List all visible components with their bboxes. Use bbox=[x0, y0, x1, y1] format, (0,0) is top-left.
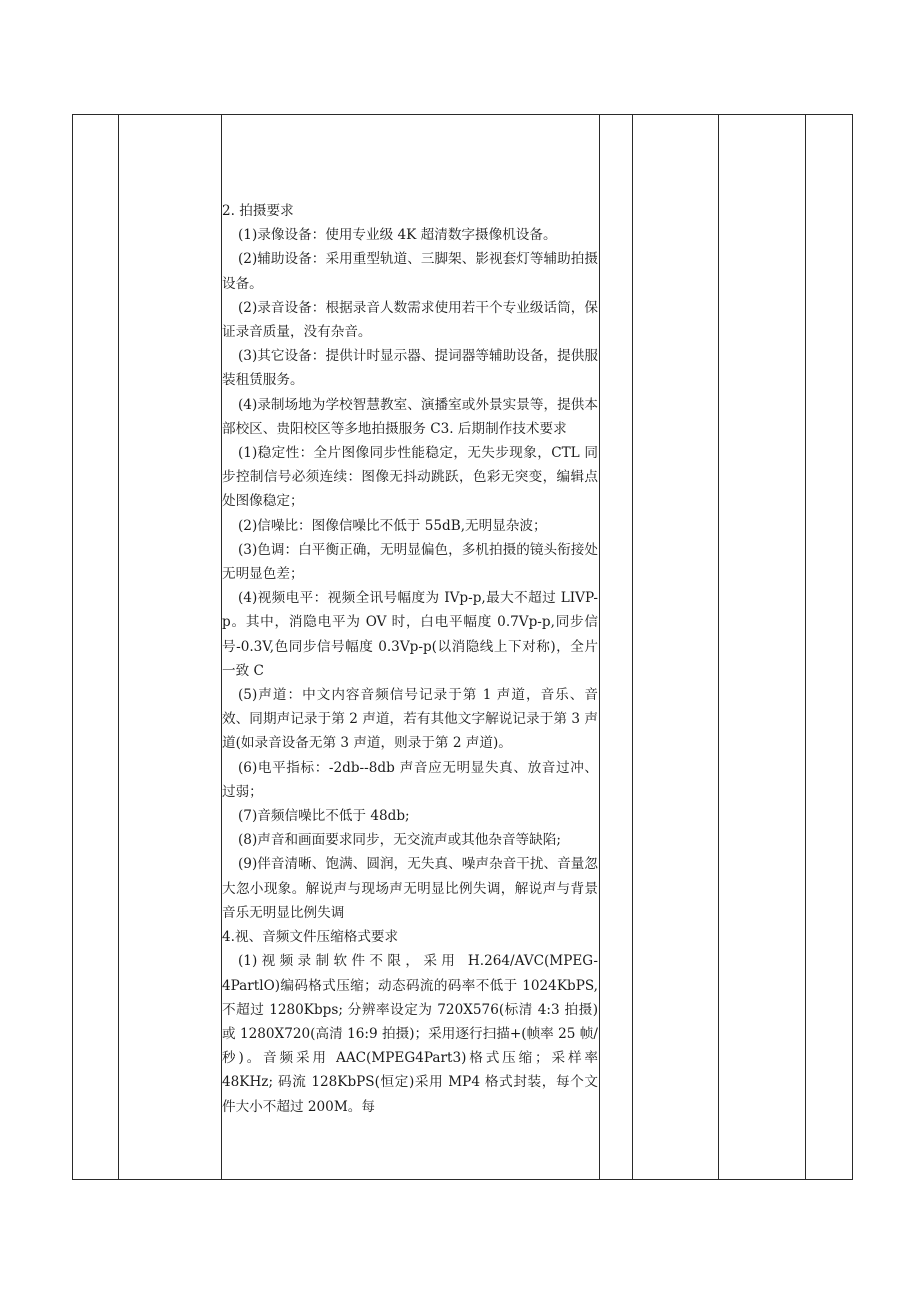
table-row bbox=[73, 115, 853, 1180]
requirement-item: (8)声音和画面要求同步，无交流声或其他杂音等缺陷; bbox=[238, 832, 561, 849]
requirement-item: (3)色调：白平衡正确，无明显偏色，多机拍摄的镜头衔接处无明显色差； bbox=[222, 541, 598, 583]
requirement-item: (1)视频录制软件不限，采用 H.264/AVC(MPEG-4PartlO)编码格式压缩；动态码流的码率不低于 1024KbPS, 不超过 1280Kbps; 分辨率设定为 720X576(标清 4:3 拍摄)或 1280X720(高清 16:9 拍摄)；采用逐行扫描+(帧率 25 帧/秒)。音频采用 AAC(MPEG4Part3)格式压缩；采样率 48KHz; 码流 128KbPS(恒定)采用 MP4 格式封装，每个文件大小不超过 200M。每 bbox=[222, 953, 598, 1115]
requirement-item: (7)音频信噪比不低于 48db; bbox=[238, 808, 410, 825]
section-heading: 2. 拍摄要求 bbox=[222, 203, 294, 219]
section-heading: 4.视、音频文件压缩格式要求 bbox=[222, 929, 399, 946]
requirement-item: (3)其它设备：提供计时显示器、提词器等辅助设备，提供服装租赁服务。 bbox=[222, 348, 598, 389]
col-2-cell bbox=[119, 115, 222, 1180]
requirement-item: (4)录制场地为学校智慧教室、演播室或外景实景等，提供本部校区、贵阳校区等多地拍摄服务 C3. 后期制作技术要求 bbox=[222, 396, 598, 437]
requirement-item: (2)辅助设备：采用重型轨道、三脚架、影视套灯等辅助拍摄设备。 bbox=[222, 251, 598, 292]
requirement-item: (6)电平指标：-2db--8db 声音应无明显失真、放音过冲、过弱； bbox=[222, 759, 598, 800]
requirement-item: (4)视频电平：视频全讯号幅度为 IVp-p,最大不超过 LIVP-p。其中，消隐电平为 OV 时，白电平幅度 0.7Vp-p,同步信号-0.3V,色同步信号幅度 0.3Vp-p(以消隐线上下对称)，全片一致 C bbox=[222, 590, 598, 679]
requirement-item: (5)声道：中文内容音频信号记录于第 1 声道，音乐、音效、同期声记录于第 2 声道，若有其他文字解说记录于第 3 声道(如录音设备无第 3 声道，则录于第 2 声道)。 bbox=[222, 687, 598, 752]
col-4-cell bbox=[600, 115, 633, 1180]
col-1-cell bbox=[73, 115, 119, 1180]
col-6-cell bbox=[719, 115, 806, 1180]
requirement-item: (1)稳定性：全片图像同步性能稳定，无失步现象，CTL 同步控制信号必须连续：图像无抖动跳跃，色彩无突变，编辑点处图像稳定； bbox=[222, 445, 598, 510]
requirements-paragraphs bbox=[222, 199, 598, 1119]
requirements-table bbox=[72, 114, 853, 1180]
col-5-cell bbox=[633, 115, 719, 1180]
requirement-item: (9)伴音清晰、饱满、圆润，无失真、噪声杂音干扰、音量忽大忽小现象。解说声与现场声无明显比例失调，解说声与背景音乐无明显比例失调 bbox=[222, 856, 598, 921]
requirement-item: (1)录像设备：使用专业级 4K 超清数字摄像机设备。 bbox=[238, 227, 557, 244]
requirement-item: (2)信噪比：图像信噪比不低于 55dB,无明显杂波； bbox=[238, 517, 547, 534]
col-7-cell bbox=[806, 115, 853, 1180]
requirement-item: (2)录音设备：根据录音人数需求使用若干个专业级话筒，保证录音质量，没有杂音。 bbox=[222, 299, 598, 341]
requirements-text-cell bbox=[222, 115, 600, 1180]
